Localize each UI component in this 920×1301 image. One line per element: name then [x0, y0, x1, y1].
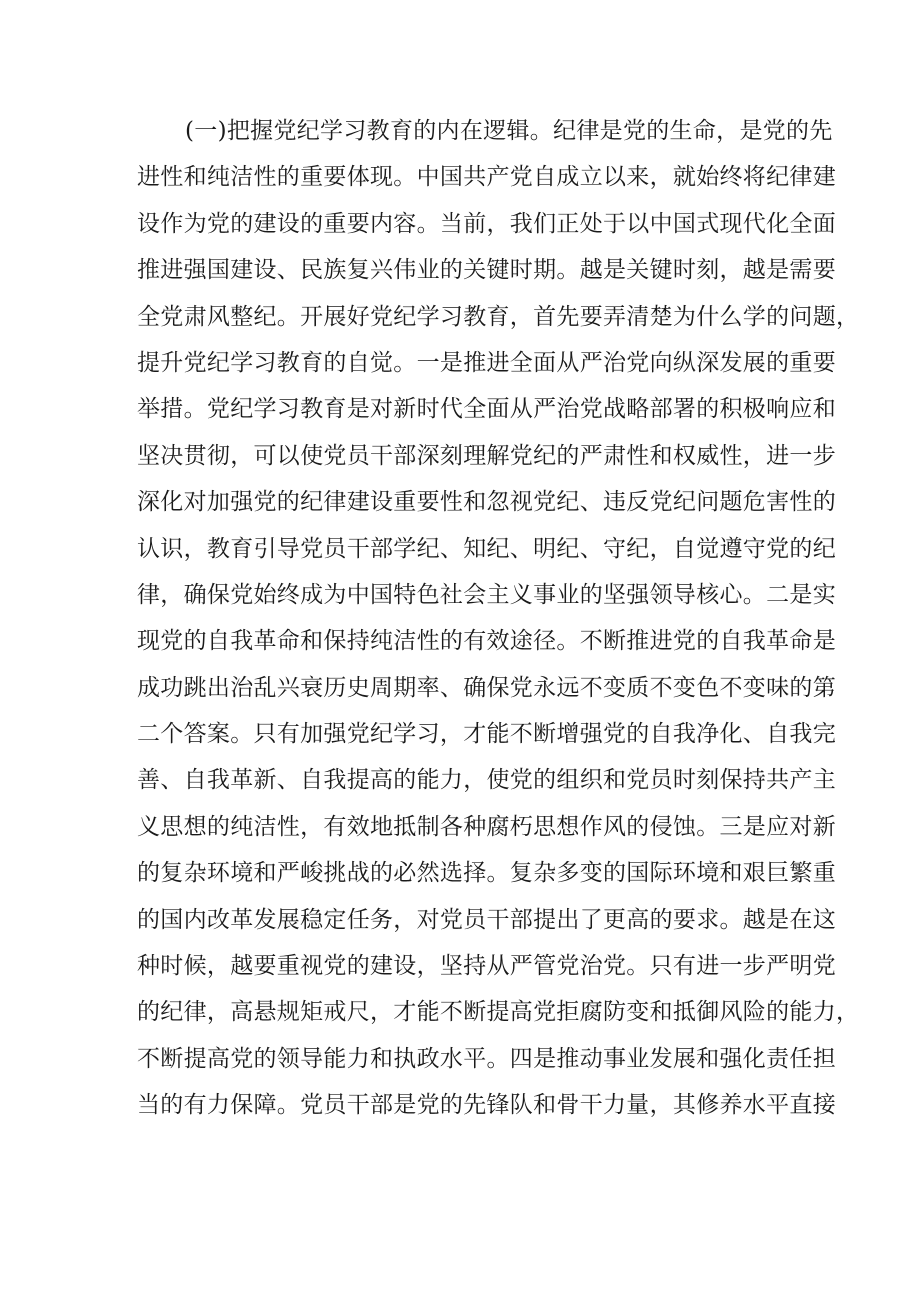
text-line: 坚决贯彻，可以使党员干部深刻理解党纪的严肃性和权威性，进一步	[137, 442, 836, 469]
text-line: 的复杂环境和严峻挑战的必然选择。复杂多变的国际环境和艰巨繁重	[137, 860, 836, 887]
text-line: 义思想的纯洁性，有效地抵制各种腐朽思想作风的侵蚀。三是应对新	[137, 813, 836, 840]
text-line: 成功跳出治乱兴衰历史周期率、确保党永远不变质不变色不变味的第	[137, 674, 836, 701]
text-line: 提升党纪学习教育的自觉。一是推进全面从严治党向纵深发展的重要	[137, 349, 836, 376]
text-line: 现党的自我革命和保持纯洁性的有效途径。不断推进党的自我革命是	[137, 628, 836, 655]
text-line: 善、自我革新、自我提高的能力，使党的组织和党员时刻保持共产主	[137, 767, 836, 794]
body-paragraph	[137, 108, 860, 1129]
text-line: 的国内改革发展稳定任务，对党员干部提出了更高的要求。越是在这	[137, 906, 836, 933]
text-line: 认识，教育引导党员干部学纪、知纪、明纪、守纪，自觉遵守党的纪	[137, 535, 836, 562]
text-line: (一)把握党纪学习教育的内在逻辑。纪律是党的生命，是党的先	[185, 118, 833, 144]
text-line: 不断提高党的领导能力和执政水平。四是推动事业发展和强化责任担	[137, 1045, 836, 1072]
text-line: 深化对加强党的纪律建设重要性和忽视党纪、违反党纪问题危害性的	[137, 489, 836, 516]
text-line: 推进强国建设、民族复兴伟业的关键时期。越是关键时刻，越是需要	[137, 257, 836, 284]
text-line: 的纪律，高悬规矩戒尺，才能不断提高党拒腐防变和抵御风险的能力，	[137, 999, 860, 1026]
text-line: 当的有力保障。党员干部是党的先锋队和骨干力量，其修养水平直接	[137, 1092, 836, 1119]
text-line: 二个答案。只有加强党纪学习，才能不断增强党的自我净化、自我完	[137, 721, 836, 748]
text-line: 全党肃风整纪。开展好党纪学习教育，首先要弄清楚为什么学的问题，	[137, 303, 860, 330]
text-line: 种时候，越要重视党的建设，坚持从严管党治党。只有进一步严明党	[137, 953, 836, 980]
text-line: 设作为党的建设的重要内容。当前，我们正处于以中国式现代化全面	[137, 210, 836, 237]
text-line: 举措。党纪学习教育是对新时代全面从严治党战略部署的积极响应和	[137, 396, 836, 423]
text-line: 律，确保党始终成为中国特色社会主义事业的坚强领导核心。二是实	[137, 581, 836, 608]
text-line: 进性和纯洁性的重要体现。中国共产党自成立以来，就始终将纪律建	[137, 164, 836, 191]
